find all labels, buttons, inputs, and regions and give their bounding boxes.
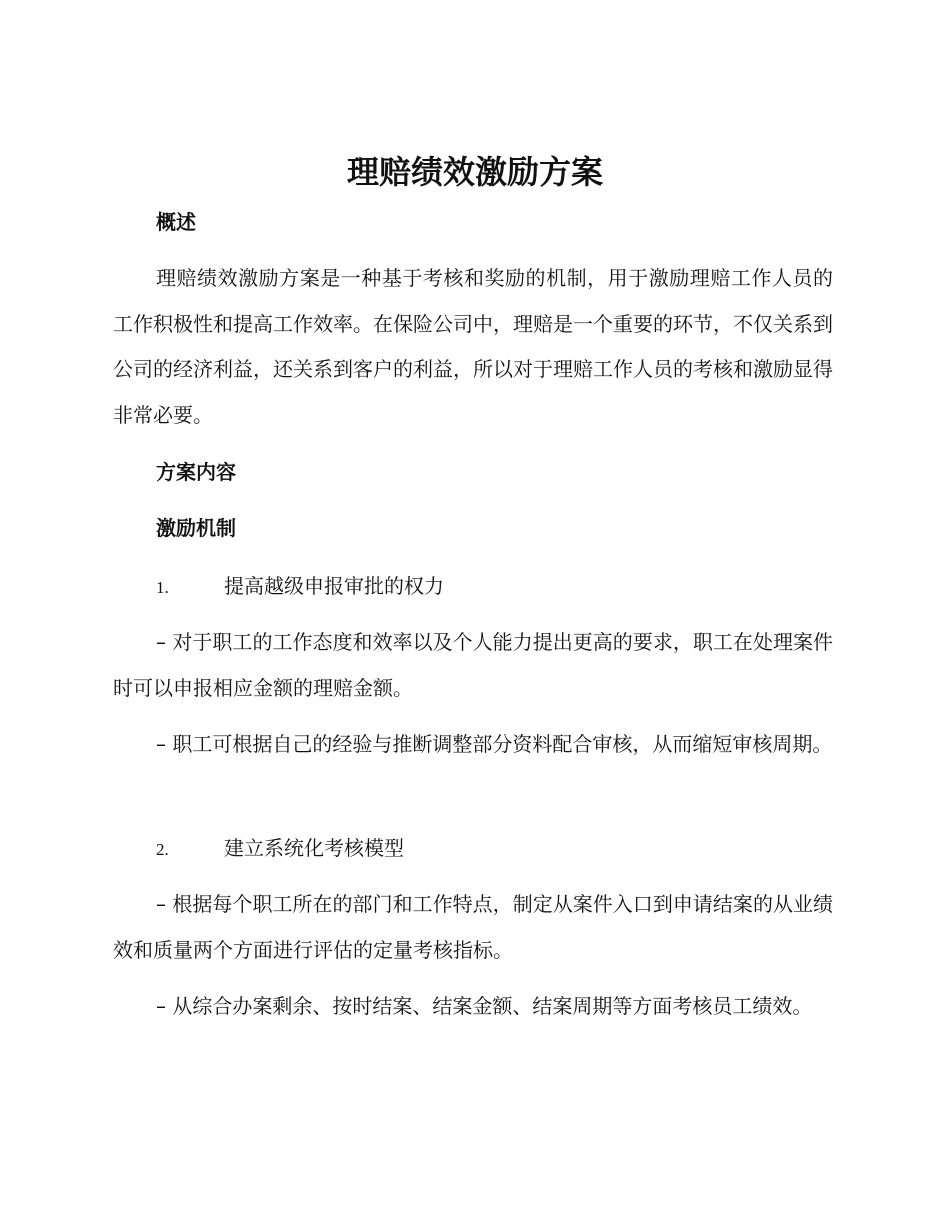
list-item-label: 提高越级申报审批的权力 (224, 574, 444, 598)
item1-bullet-1: – 对于职工的工作态度和效率以及个人能力提出更高的要求，职工在处理案件时可以申报相应金额的理赔金额。 (113, 630, 833, 700)
item2-bullet-1: – 根据每个职工所在的部门和工作特点，制定从案件入口到申请结案的从业绩效和质量两个方面进行评估的定量考核指标。 (113, 892, 833, 962)
document-title: 理赔绩效激励方案 (346, 153, 603, 191)
section-heading-mechanism: 激励机制 (156, 516, 236, 540)
list-number: 1. (156, 578, 169, 597)
list-item-1 (156, 572, 444, 602)
item1-bullet-2: – 职工可根据自己的经验与推断调整部分资料配合审核，从而缩短审核周期。 (156, 732, 833, 756)
item2-bullet-2: – 从综合办案剩余、按时结案、结案金额、结案周期等方面考核员工绩效。 (156, 994, 813, 1018)
section-heading-overview: 概述 (156, 210, 196, 234)
list-item-label: 建立系统化考核模型 (224, 836, 404, 860)
section-heading-content: 方案内容 (156, 460, 236, 484)
overview-paragraph: 理赔绩效激励方案是一种基于考核和奖励的机制，用于激励理赔工作人员的工作积极性和提高工作效率。在保险公司中，理赔是一个重要的环节，不仅关系到公司的经济利益，还关系到客户的利益，所以对于理赔工作人员的考核和激励显得非常必要。 (113, 266, 833, 427)
list-item-2 (156, 834, 404, 864)
list-number: 2. (156, 840, 169, 859)
